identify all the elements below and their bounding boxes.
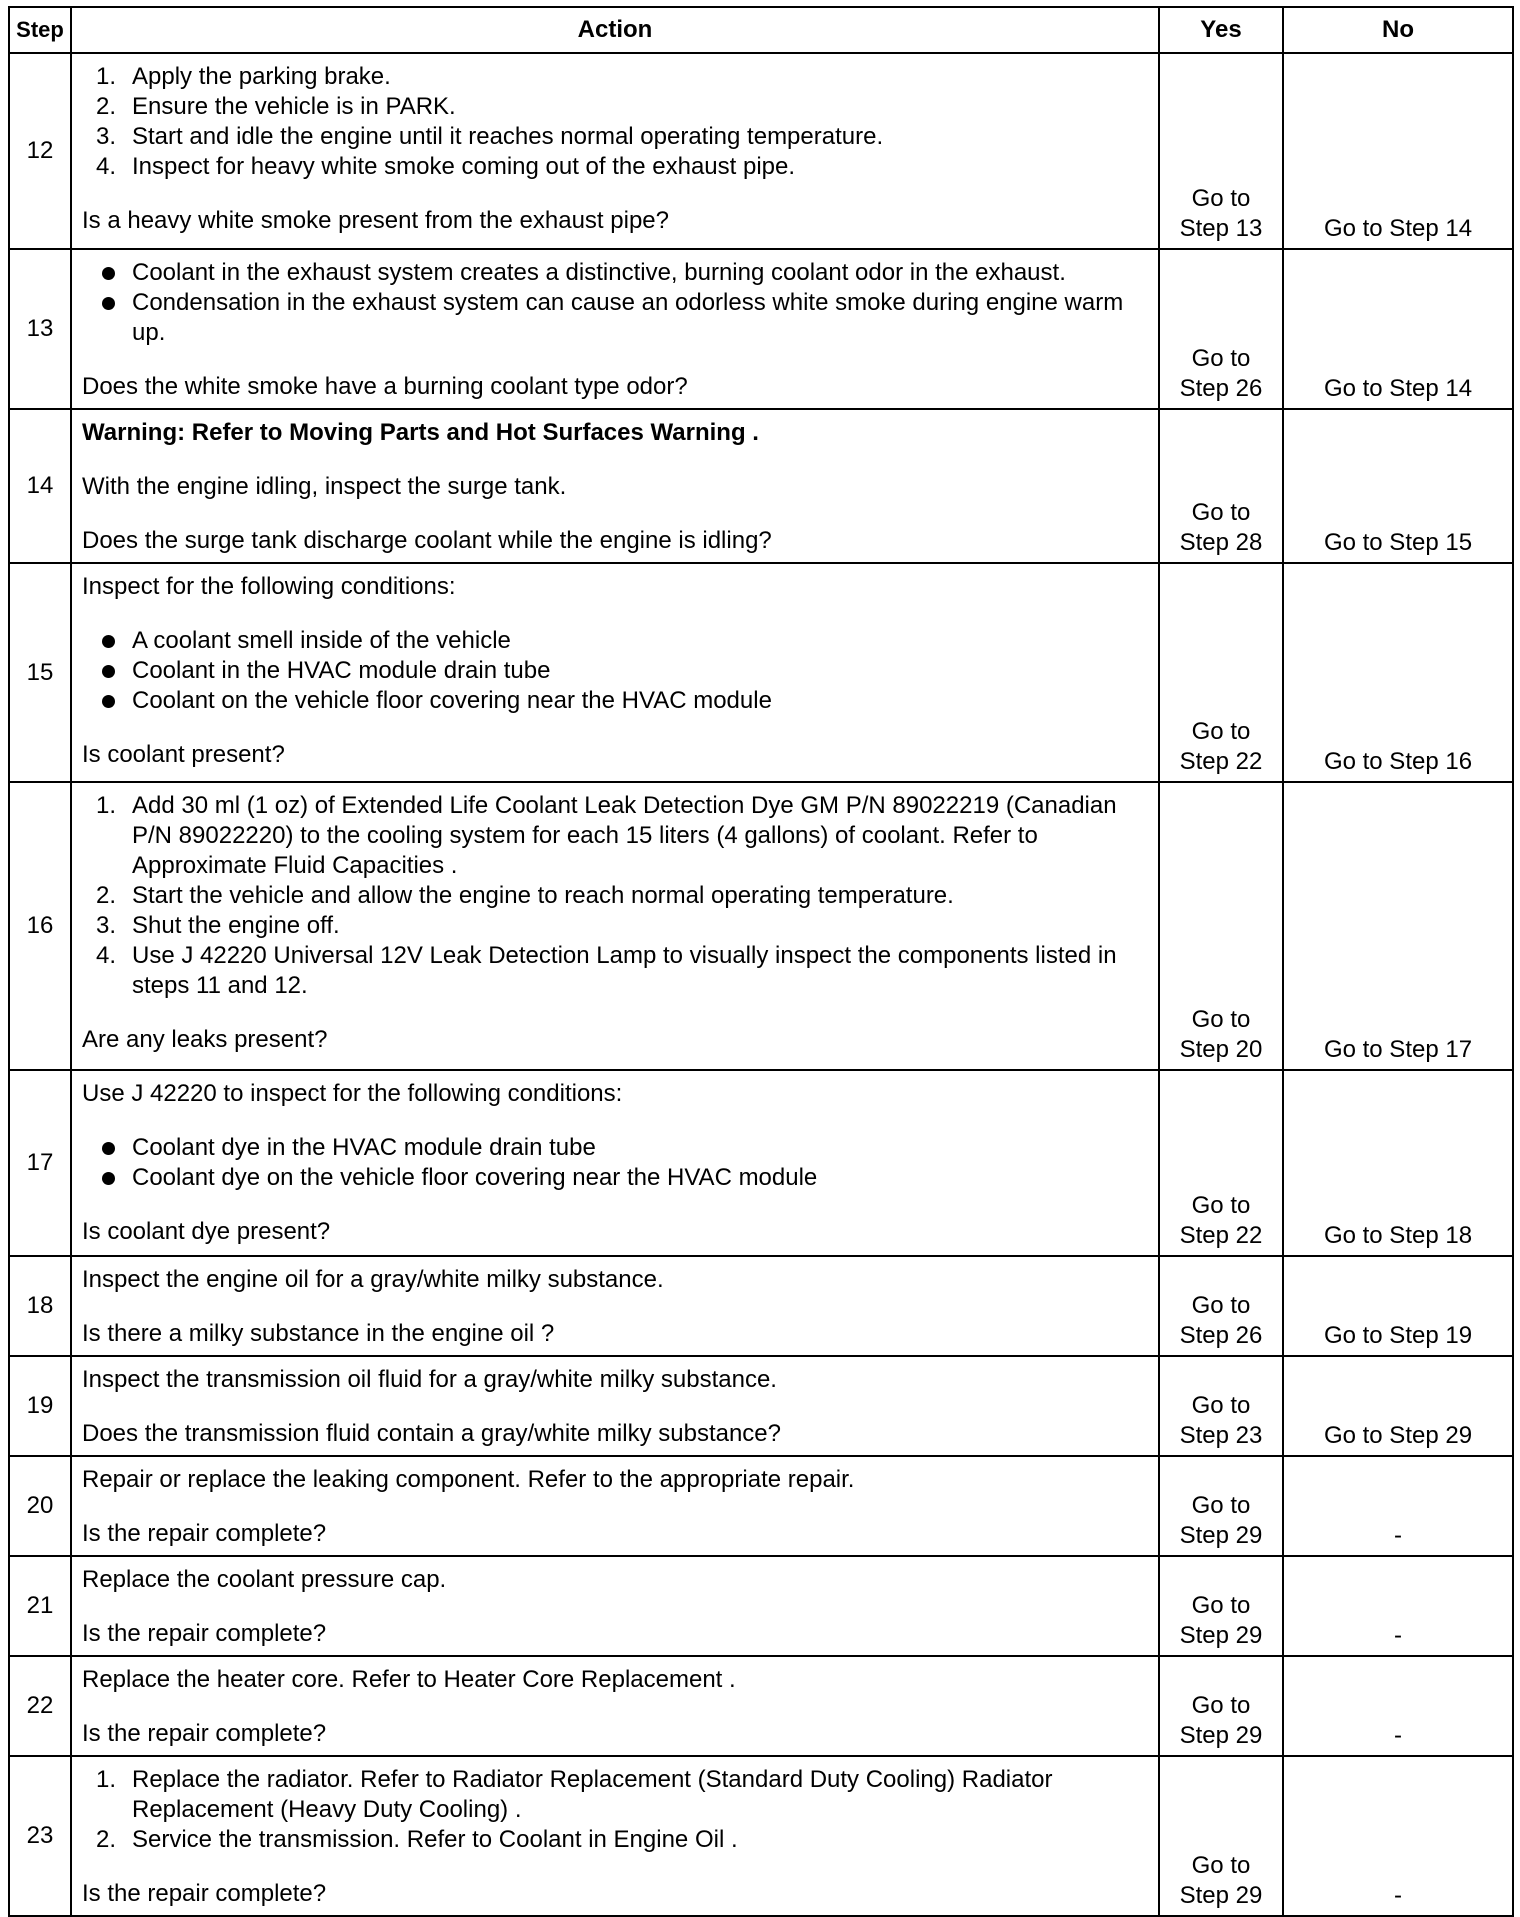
bullet-item bbox=[82, 288, 1150, 348]
action-text: Is coolant dye present? bbox=[82, 1218, 331, 1245]
paragraph-spacer bbox=[82, 1193, 1150, 1217]
step-number-cell: 18 bbox=[9, 1256, 71, 1356]
no-cell bbox=[1283, 53, 1513, 249]
paragraph-spacer bbox=[82, 1295, 1150, 1319]
paragraph-spacer bbox=[82, 1855, 1150, 1879]
bullet-list bbox=[82, 1133, 1150, 1193]
paragraph-spacer bbox=[82, 348, 1150, 372]
paragraph-spacer bbox=[82, 602, 1150, 626]
no-outcome: Go to Step 29 bbox=[1323, 1422, 1473, 1449]
step-number-cell: 12 bbox=[9, 53, 71, 249]
numbered-instruction bbox=[82, 881, 1150, 911]
action-cell bbox=[71, 1070, 1159, 1256]
bullet-text: Coolant on the vehicle floor covering near the HVAC module bbox=[132, 687, 772, 714]
yes-outcome-line: Step 29 bbox=[1179, 1622, 1263, 1649]
bullet-text: Coolant dye on the vehicle floor covering near the HVAC module bbox=[132, 1164, 818, 1191]
bullet-item bbox=[82, 1163, 1150, 1193]
instruction-text: Start and idle the engine until it reaches normal operating temperature. bbox=[132, 123, 884, 150]
action-text: Use J 42220 to inspect for the following conditions: bbox=[82, 1080, 623, 1107]
instruction-text: Service the transmission. Refer to Coolant in Engine Oil . bbox=[132, 1826, 738, 1853]
step-number-cell: 20 bbox=[9, 1456, 71, 1556]
step-column-header: Step bbox=[9, 7, 71, 53]
numbered-instruction bbox=[82, 941, 1150, 1001]
action-text: Is coolant present? bbox=[82, 741, 285, 768]
action-text: Replace the coolant pressure cap. bbox=[82, 1566, 447, 1593]
instruction-number: 4. bbox=[96, 153, 117, 180]
no-outcome: Go to Step 14 bbox=[1323, 215, 1473, 242]
yes-cell bbox=[1159, 782, 1283, 1070]
action-text: Is a heavy white smoke present from the exhaust pipe? bbox=[82, 207, 669, 234]
table-header-row bbox=[9, 7, 1513, 53]
bullet-icon bbox=[102, 1142, 115, 1155]
yes-cell bbox=[1159, 1756, 1283, 1916]
action-text: Is the repair complete? bbox=[82, 1720, 327, 1747]
yes-cell bbox=[1159, 1356, 1283, 1456]
bullet-item bbox=[82, 686, 1150, 716]
action-text: Is the repair complete? bbox=[82, 1520, 327, 1547]
bullet-item bbox=[82, 258, 1150, 288]
numbered-instructions bbox=[82, 62, 1150, 182]
yes-outcome-line: Step 23 bbox=[1179, 1422, 1263, 1449]
table-row bbox=[9, 1756, 1513, 1916]
action-text: Are any leaks present? bbox=[82, 1026, 328, 1053]
numbered-instruction bbox=[82, 92, 1150, 122]
yes-cell bbox=[1159, 249, 1283, 409]
numbered-instruction bbox=[82, 791, 1150, 881]
yes-outcome-line: Step 29 bbox=[1179, 1522, 1263, 1549]
yes-column-header: Yes bbox=[1159, 7, 1283, 53]
instruction-text: Shut the engine off. bbox=[132, 912, 340, 939]
table-row bbox=[9, 563, 1513, 782]
action-text: Replace the heater core. Refer to Heater Core Replacement . bbox=[82, 1666, 736, 1693]
no-outcome: - bbox=[1394, 1522, 1402, 1549]
table-row bbox=[9, 1256, 1513, 1356]
instruction-number: 2. bbox=[96, 1826, 117, 1853]
warning-text: Warning: Refer to Moving Parts and Hot Surfaces Warning . bbox=[82, 419, 759, 446]
instruction-number: 3. bbox=[96, 912, 117, 939]
yes-outcome-line: Step 22 bbox=[1179, 748, 1263, 775]
yes-outcome-line: Go to bbox=[1191, 718, 1251, 745]
paragraph-spacer bbox=[82, 448, 1150, 472]
action-text: Is the repair complete? bbox=[82, 1880, 327, 1907]
action-cell bbox=[71, 1756, 1159, 1916]
numbered-instruction bbox=[82, 62, 1150, 92]
bullet-item bbox=[82, 1133, 1150, 1163]
action-text: Inspect the engine oil for a gray/white milky substance. bbox=[82, 1266, 664, 1293]
action-cell bbox=[71, 53, 1159, 249]
no-outcome: Go to Step 15 bbox=[1323, 529, 1473, 556]
yes-cell bbox=[1159, 1656, 1283, 1756]
yes-outcome-line: Step 13 bbox=[1179, 215, 1263, 242]
bullet-icon bbox=[102, 1172, 115, 1185]
table-row bbox=[9, 249, 1513, 409]
no-cell bbox=[1283, 782, 1513, 1070]
numbered-instruction bbox=[82, 122, 1150, 152]
table-row bbox=[9, 1456, 1513, 1556]
paragraph-spacer bbox=[82, 1595, 1150, 1619]
yes-cell bbox=[1159, 1456, 1283, 1556]
table-row bbox=[9, 1656, 1513, 1756]
step-number-cell: 23 bbox=[9, 1756, 71, 1916]
action-text: Does the transmission fluid contain a gray/white milky substance? bbox=[82, 1420, 781, 1447]
yes-cell bbox=[1159, 1256, 1283, 1356]
yes-outcome-line: Go to bbox=[1191, 1852, 1251, 1879]
bullet-icon bbox=[102, 297, 115, 310]
yes-outcome-line: Go to bbox=[1191, 1292, 1251, 1319]
action-cell bbox=[71, 1656, 1159, 1756]
action-text: With the engine idling, inspect the surge tank. bbox=[82, 473, 567, 500]
action-text: Does the surge tank discharge coolant while the engine is idling? bbox=[82, 527, 772, 554]
no-cell bbox=[1283, 249, 1513, 409]
paragraph-spacer bbox=[82, 502, 1150, 526]
step-number-cell: 13 bbox=[9, 249, 71, 409]
no-outcome: Go to Step 18 bbox=[1323, 1222, 1473, 1249]
action-text: Inspect the transmission oil fluid for a gray/white milky substance. bbox=[82, 1366, 777, 1393]
diagnostic-table bbox=[8, 6, 1514, 1917]
action-cell bbox=[71, 1356, 1159, 1456]
yes-outcome-line: Go to bbox=[1191, 1192, 1251, 1219]
bullet-list bbox=[82, 258, 1150, 348]
table-row bbox=[9, 782, 1513, 1070]
yes-outcome-line: Go to bbox=[1191, 499, 1251, 526]
instruction-number: 1. bbox=[96, 1766, 117, 1793]
yes-outcome-line: Step 26 bbox=[1179, 375, 1263, 402]
instruction-text: Inspect for heavy white smoke coming out of the exhaust pipe. bbox=[132, 153, 796, 180]
bullet-text: Coolant in the HVAC module drain tube bbox=[132, 657, 551, 684]
instruction-number: 2. bbox=[96, 882, 117, 909]
bullet-item bbox=[82, 626, 1150, 656]
bullet-icon bbox=[102, 635, 115, 648]
no-outcome: Go to Step 19 bbox=[1323, 1322, 1473, 1349]
bullet-item bbox=[82, 656, 1150, 686]
bullet-text: Coolant dye in the HVAC module drain tube bbox=[132, 1134, 596, 1161]
bullet-list bbox=[82, 626, 1150, 716]
instruction-number: 2. bbox=[96, 93, 117, 120]
table-row bbox=[9, 1356, 1513, 1456]
instruction-text: Add 30 ml (1 oz) of Extended Life Coolant Leak Detection Dye GM P/N 89022219 (Canadian P/N 89022220) to the cooling system for each 15 liters (4 gallons) of coolant. Refer to Approximate Fluid Capacities . bbox=[132, 792, 1117, 879]
step-number-cell: 14 bbox=[9, 409, 71, 563]
yes-cell bbox=[1159, 53, 1283, 249]
paragraph-spacer bbox=[82, 1395, 1150, 1419]
numbered-instructions bbox=[82, 791, 1150, 1001]
step-number-cell: 16 bbox=[9, 782, 71, 1070]
action-cell bbox=[71, 1256, 1159, 1356]
no-cell bbox=[1283, 1656, 1513, 1756]
instruction-number: 1. bbox=[96, 63, 117, 90]
paragraph-spacer bbox=[82, 1001, 1150, 1025]
instruction-text: Ensure the vehicle is in PARK. bbox=[132, 93, 456, 120]
action-cell bbox=[71, 563, 1159, 782]
instruction-text: Use J 42220 Universal 12V Leak Detection Lamp to visually inspect the components listed in steps 11 and 12. bbox=[132, 942, 1117, 999]
yes-outcome-line: Go to bbox=[1191, 1692, 1251, 1719]
step-number-cell: 15 bbox=[9, 563, 71, 782]
no-outcome: - bbox=[1394, 1722, 1402, 1749]
yes-outcome-line: Go to bbox=[1191, 345, 1251, 372]
action-text: Does the white smoke have a burning coolant type odor? bbox=[82, 373, 688, 400]
no-outcome: Go to Step 17 bbox=[1323, 1036, 1473, 1063]
table-row bbox=[9, 1070, 1513, 1256]
action-cell bbox=[71, 409, 1159, 563]
step-number-cell: 19 bbox=[9, 1356, 71, 1456]
paragraph-spacer bbox=[82, 1109, 1150, 1133]
paragraph-spacer bbox=[82, 716, 1150, 740]
instruction-text: Replace the radiator. Refer to Radiator Replacement (Standard Duty Cooling) Radiator Replacement (Heavy Duty Cooling) . bbox=[132, 1766, 1053, 1823]
paragraph-spacer bbox=[82, 1495, 1150, 1519]
numbered-instruction bbox=[82, 152, 1150, 182]
numbered-instruction bbox=[82, 911, 1150, 941]
step-number-cell: 21 bbox=[9, 1556, 71, 1656]
numbered-instruction bbox=[82, 1765, 1150, 1825]
bullet-text: Coolant in the exhaust system creates a distinctive, burning coolant odor in the exhaust. bbox=[132, 259, 1066, 286]
bullet-text: Condensation in the exhaust system can cause an odorless white smoke during engine warm up. bbox=[132, 289, 1124, 346]
yes-cell bbox=[1159, 1070, 1283, 1256]
numbered-instruction bbox=[82, 1825, 1150, 1855]
instruction-text: Start the vehicle and allow the engine to reach normal operating temperature. bbox=[132, 882, 954, 909]
action-text: Repair or replace the leaking component. Refer to the appropriate repair. bbox=[82, 1466, 855, 1493]
action-cell bbox=[71, 249, 1159, 409]
yes-outcome-line: Step 29 bbox=[1179, 1722, 1263, 1749]
action-cell bbox=[71, 1556, 1159, 1656]
no-cell bbox=[1283, 409, 1513, 563]
step-number-cell: 17 bbox=[9, 1070, 71, 1256]
yes-outcome-line: Step 22 bbox=[1179, 1222, 1263, 1249]
bullet-icon bbox=[102, 695, 115, 708]
yes-cell bbox=[1159, 1556, 1283, 1656]
yes-outcome-line: Go to bbox=[1191, 1592, 1251, 1619]
action-text: Is there a milky substance in the engine oil ? bbox=[82, 1320, 555, 1347]
yes-outcome-line: Go to bbox=[1191, 1492, 1251, 1519]
yes-outcome-line: Step 26 bbox=[1179, 1322, 1263, 1349]
instruction-number: 1. bbox=[96, 792, 117, 819]
table-row bbox=[9, 53, 1513, 249]
no-cell bbox=[1283, 563, 1513, 782]
action-text: Inspect for the following conditions: bbox=[82, 573, 456, 600]
no-cell bbox=[1283, 1556, 1513, 1656]
action-cell bbox=[71, 782, 1159, 1070]
no-column-header: No bbox=[1283, 7, 1513, 53]
action-cell bbox=[71, 1456, 1159, 1556]
instruction-number: 4. bbox=[96, 942, 117, 969]
no-outcome: - bbox=[1394, 1882, 1402, 1909]
instruction-text: Apply the parking brake. bbox=[132, 63, 391, 90]
bullet-icon bbox=[102, 267, 115, 280]
numbered-instructions bbox=[82, 1765, 1150, 1855]
instruction-number: 3. bbox=[96, 123, 117, 150]
no-cell bbox=[1283, 1070, 1513, 1256]
yes-outcome-line: Step 28 bbox=[1179, 529, 1263, 556]
yes-outcome-line: Go to bbox=[1191, 1392, 1251, 1419]
bullet-icon bbox=[102, 665, 115, 678]
table-row bbox=[9, 409, 1513, 563]
yes-outcome-line: Go to bbox=[1191, 185, 1251, 212]
diagnostic-document bbox=[8, 6, 1512, 1917]
no-outcome: Go to Step 14 bbox=[1323, 375, 1473, 402]
yes-cell bbox=[1159, 563, 1283, 782]
no-cell bbox=[1283, 1456, 1513, 1556]
paragraph-spacer bbox=[82, 182, 1150, 206]
action-text: Is the repair complete? bbox=[82, 1620, 327, 1647]
no-cell bbox=[1283, 1756, 1513, 1916]
step-number-cell: 22 bbox=[9, 1656, 71, 1756]
yes-outcome-line: Go to bbox=[1191, 1006, 1251, 1033]
action-column-header: Action bbox=[71, 7, 1159, 53]
bullet-text: A coolant smell inside of the vehicle bbox=[132, 627, 511, 654]
no-outcome: - bbox=[1394, 1622, 1402, 1649]
no-cell bbox=[1283, 1256, 1513, 1356]
yes-outcome-line: Step 29 bbox=[1179, 1882, 1263, 1909]
table-body bbox=[9, 53, 1513, 1916]
paragraph-spacer bbox=[82, 1695, 1150, 1719]
table-row bbox=[9, 1556, 1513, 1656]
no-cell bbox=[1283, 1356, 1513, 1456]
no-outcome: Go to Step 16 bbox=[1323, 748, 1473, 775]
yes-cell bbox=[1159, 409, 1283, 563]
yes-outcome-line: Step 20 bbox=[1179, 1036, 1263, 1063]
